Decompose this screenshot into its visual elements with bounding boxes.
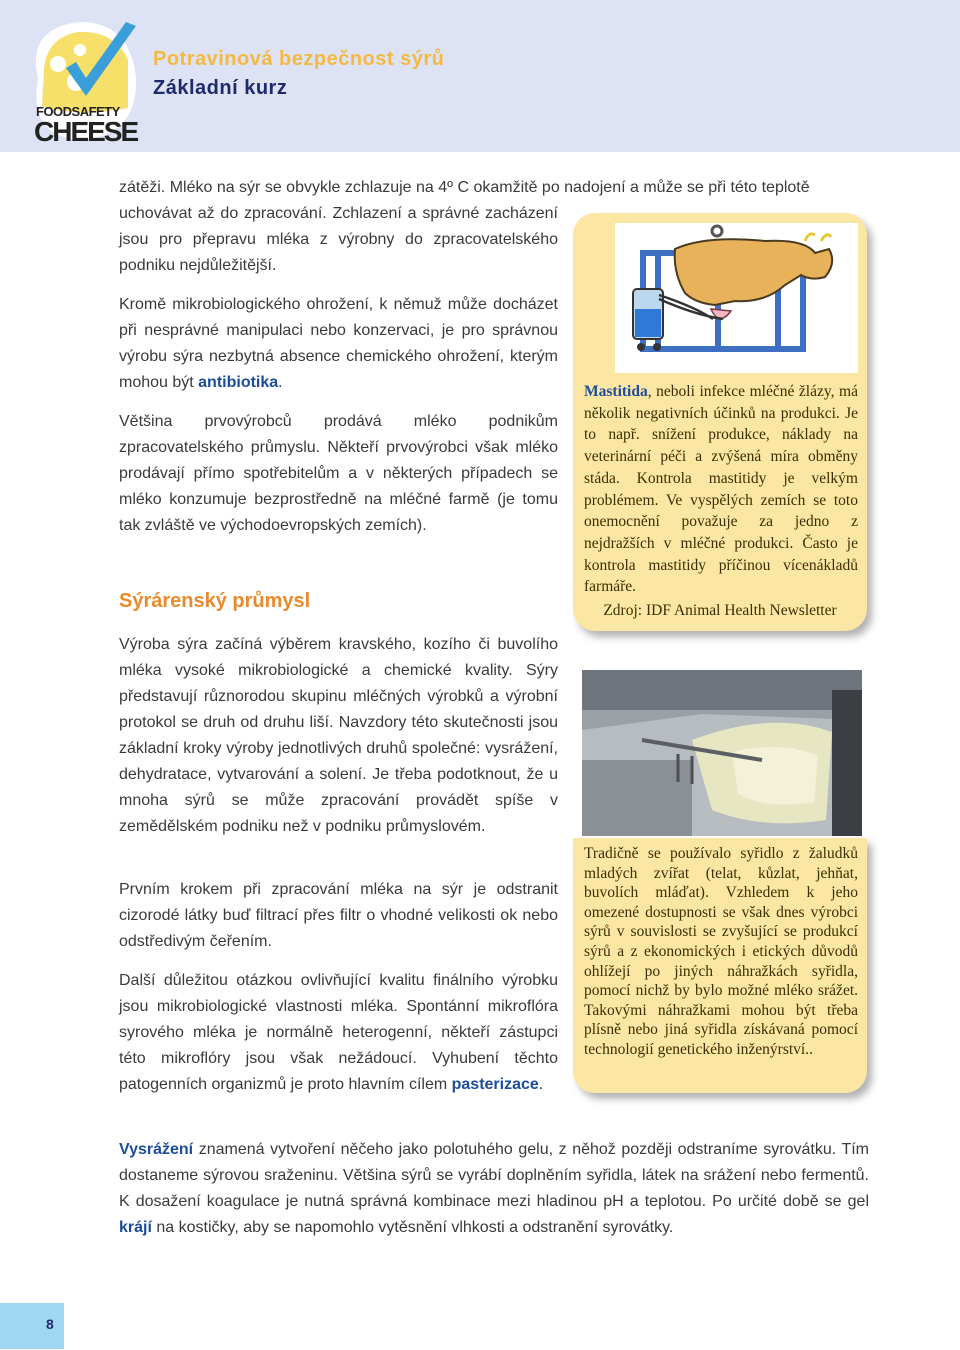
paragraph-first-step: Prvním krokem při zpracování mléka na sýr je odstranit cizorodé látky buď filtrací přes filtr o vhodné velikosti ok nebo odstředivým čeřením. bbox=[119, 881, 558, 950]
antibiotika-link[interactable]: antibiotika bbox=[198, 374, 279, 391]
rennet-infobox-text: Tradičně se používalo syřidlo z žaludků mladých zvířat (telat, kůzlat, jehňat, buvolích mláďat). Vzhledem k jeho omezené dostupnosti se však dnes výrobci sýrů v souvislosti se zvyšující se produkcí sýrů a z ekonomických i etických důvodů ohlížejí po jiných náhražkách syřidla, pomocí nichž by bylo možné mléko srážet. Takovými náhražkami mohou být třeba plísně nebo jiná syřidla získávaná pomocí technologií genetického inženýrství.. bbox=[584, 845, 858, 1058]
page-header bbox=[0, 0, 960, 152]
header-title: Potravinová bezpečnost sýrů bbox=[153, 48, 445, 70]
paragraph-text-end: na kostičky, aby se napomohlo vytěsnění vlhkosti a odstranění syrovátky. bbox=[151, 1219, 674, 1236]
logo-text-cheese: CHEESE bbox=[34, 116, 138, 147]
cheese-vat-photo bbox=[582, 670, 862, 836]
kraji-link[interactable]: krájí bbox=[119, 1219, 152, 1236]
paragraph-chemical-hazard bbox=[119, 292, 558, 396]
page-number-tab bbox=[0, 1303, 64, 1349]
paragraph-end: . bbox=[538, 1076, 544, 1093]
mastitis-infobox-text bbox=[584, 381, 858, 598]
paragraph-milk-cooling: uchovávat až do zpracování. Zchlazení a správné zacházení jsou pro přepravu mléka z výrobny do zpracovatelského podniku nejdůležitější. bbox=[119, 205, 558, 274]
paragraph-coagulation bbox=[119, 1137, 869, 1241]
paragraph-end: . bbox=[278, 374, 283, 391]
section-heading: Sýrárenský průmysl bbox=[119, 590, 311, 612]
paragraph-text: znamená vytvoření něčeho jako polotuhého gelu, z něhož později odstraníme syrovátku. Tím dostaneme sýrovou sraženinu. Většina sýrů se vyrábí doplněním syřidla, látek na srážení nebo fermentů. K dosažení koagulace je nutná správná kombinace mezi hladinou pH a teplotou. Po určité době se gel bbox=[119, 1141, 869, 1210]
pasterizace-link[interactable]: pasterizace bbox=[451, 1076, 539, 1093]
paragraph-cheese-production: Výroba sýra začíná výběrem kravského, kozího či buvolího mléka vysoké mikrobiologické a chemické kvality. Sýry představují různorodou skupinu mléčných výrobků a výrobní protokol se druh od druhu liší. Navzdory této skutečnosti jsou základní kroky výroby jednotlivých druhů společné: vysrážení, dehydratace, vytvarování a solení. Je třeba podotknout, že u mnoha sýrů se může zpracování provádět spíše v zemědělském podniku než v podniku průmyslovém. bbox=[119, 636, 558, 835]
logo-text-foodsafety: FOODSAFETY bbox=[36, 104, 120, 119]
mastitida-term: Mastitida bbox=[584, 383, 648, 400]
milking-cow-illustration bbox=[615, 223, 858, 373]
mastitis-description: , neboli infekce mléčné žlázy, má několik negativních účinků na produkci. Je to např. snížení produkce, náklady na veterinární péči a zvýšená míra obměny stáda. Kontrola mastitidy je velkým problémem. Ve vyspělých zemích se toto onemocnění považuje za jedno z nejdražších v mléčné produkci. Často je kontrola mastitidy příčinou vícenákladů farmáře. bbox=[584, 383, 858, 596]
paragraph-producers: Většina prvovýrobců prodává mléko podnikům zpracovatelského průmyslu. Někteří prvovýrobci však mléko prodávají přímo spotřebitelům a v některých případech se mléko konzumuje bezprostředně na mléčné farmě (je tomu tak zvláště ve východoevropských zemích). bbox=[119, 413, 558, 534]
paragraph-intro-line: zátěži. Mléko na sýr se obvykle zchlazuje na 4º C okamžitě po nadojení a může se při této teplotě bbox=[119, 179, 810, 196]
page-number: 8 bbox=[46, 1316, 54, 1332]
paragraph-text: Další důležitou otázkou ovlivňující kvalitu finálního výrobku jsou mikrobiologické vlastnosti mléka. Spontánní mikroflóra syrového mléka je normálně heterogenní, někteří zástupci této mikroflóry jsou však nežádoucí. Vyhubení těchto patogenních organizmů je proto hlavním cílem bbox=[119, 972, 558, 1093]
paragraph-microbiology bbox=[119, 968, 558, 1098]
infobox-source: Zdroj: IDF Animal Health Newsletter bbox=[603, 602, 837, 619]
header-subtitle: Základní kurz bbox=[153, 77, 288, 99]
vysrazeni-link[interactable]: Vysrážení bbox=[119, 1141, 194, 1158]
paragraph-text: Kromě mikrobiologického ohrožení, k němuž může docházet při nesprávné manipulaci nebo konzervaci, je pro správnou výrobu sýra nezbytná absence chemického ohrožení, kterým mohou být bbox=[119, 296, 558, 391]
